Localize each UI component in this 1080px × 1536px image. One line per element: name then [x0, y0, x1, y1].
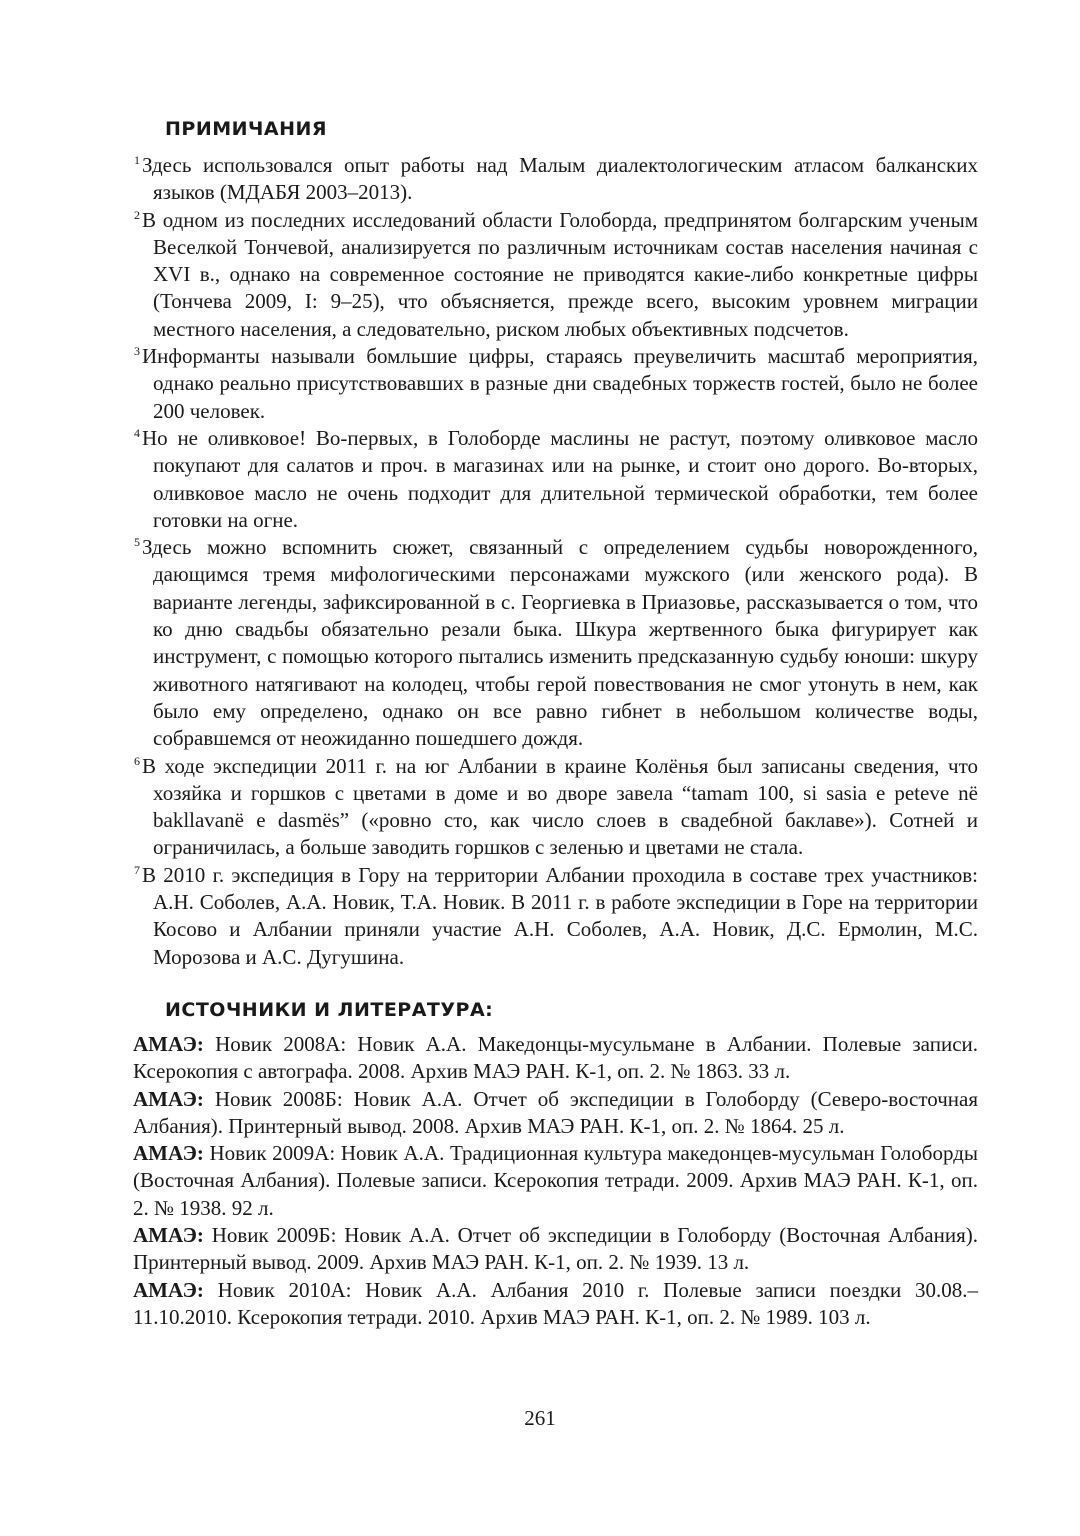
reference-text: Новик 2008А: Новик А.А. Македонцы-мусульмане в Албании. Полевые записи. Ксерокопия с автографа. 2008. Архив МАЭ РАН. К-1, оп. 2. № 1863. 33 л. — [133, 1031, 979, 1084]
page-number: 261 — [524, 1406, 556, 1430]
reference-text: Новик 2008Б: Новик А.А. Отчет об экспедиции в Голоборду (Северо-восточная Албания). Принтерный вывод. 2008. Архив МАЭ РАН. К-1, оп. 2. № 1864. 25 л. — [133, 1086, 979, 1138]
note-text: В 2010 г. экспедиция в Гору на территории Албании проходила в составе трех участников: А.Н. Соболев, А.А. Новик, Т.А. Новик. В 2011 г. в работе экспедиции в Горе на территории Косово и Албании приняли участие А.Н. Соболев, А.А. Новик, Д.С. Ермолин, М.С. Морозова и А.С. Дугушина. — [142, 862, 978, 969]
note-number: 5 — [134, 535, 140, 550]
reference-label: АМАЭ: — [133, 1031, 204, 1056]
reference-label: АМАЭ: — [133, 1086, 204, 1111]
note-item — [133, 862, 978, 971]
notes-list — [133, 152, 978, 971]
reference-text: Новик 2010А: Новик А.А. Албания 2010 г. Полевые записи поездки 30.08.–11.10.2010. Ксерокопия тетради. 2010. Архив МАЭ РАН. К-1, оп. 2. № 1989. 103 л. — [133, 1277, 979, 1329]
references-list — [133, 1031, 978, 1331]
reference-text: Новик 2009Б: Новик А.А. Отчет об экспедиции в Голоборду (Восточная Албания). Принтерный вывод. 2009. Архив МАЭ РАН. К-1, оп. 2. № 1939. 13 л. — [133, 1222, 979, 1275]
note-text: Но не оливковое! Во-первых, в Голоборде маслины не растут, поэтому оливковое масло покупают для салатов и проч. в магазинах или на рынке, и стоит оно дорого. Во-вторых, оливковое масло не очень подходит для длительной термической обработки, тем более готовки на огне. — [142, 425, 978, 532]
note-item — [133, 425, 978, 534]
note-number: 7 — [134, 862, 140, 877]
note-item — [133, 753, 978, 862]
note-number: 2 — [134, 207, 140, 222]
reference-item — [133, 1086, 978, 1141]
reference-item — [133, 1277, 978, 1332]
reference-label: АМАЭ: — [133, 1222, 204, 1247]
note-item — [133, 152, 978, 207]
reference-item — [133, 1031, 978, 1086]
note-number: 4 — [134, 425, 140, 440]
note-item — [133, 207, 978, 343]
note-item — [133, 534, 978, 752]
sources-heading: ИСТОЧНИКИ И ЛИТЕРАТУРА: — [165, 998, 494, 1021]
reference-label: АМАЭ: — [133, 1141, 204, 1166]
reference-text: Новик 2009А: Новик А.А. Традиционная культура македонцев-мусульман Голоборды (Восточная Албания). Полевые записи. Ксерокопия тетради. 2009. Архив МАЭ РАН. К-1, оп. 2. № 1938. 92 л. — [133, 1141, 978, 1220]
note-text: Здесь можно вспомнить сюжет, связанный с определением судьбы новорожденного, дающимся тремя мифологическими персонажами мужского (или женского рода). В варианте легенды, зафиксированной в с. Георгиевка в Приазовье, рассказывается о том, что ко дню свадьбы обязательно резали быка. Шкура жертвенного быка фигурирует как инструмент, с помощью которого пытались изменить предсказанную судьбу юноши: шкуру животного натягивают на колодец, чтобы герой повествования не смог утонуть в нем, как было ему определено, однако он все равно гибнет в небольшом количестве воды, собравшемся от неожиданно пошедшего дождя. — [142, 535, 978, 751]
note-number: 1 — [134, 153, 140, 167]
page-content — [133, 118, 978, 1331]
note-item — [133, 343, 978, 425]
reference-label: АМАЭ: — [133, 1277, 204, 1302]
note-text: Здесь использовался опыт работы над Малым диалектологическим атласом балканских языков (МДАБЯ 2003–2013). — [142, 153, 978, 205]
reference-item — [133, 1222, 978, 1277]
note-text: Информанты называли бомльшие цифры, стараясь преувеличить масштаб мероприятия, однако реально присутствовавших в разные дни свадебных торжеств гостей, было не более 200 человек. — [142, 344, 978, 423]
notes-heading: ПРИМИЧАНИЯ — [165, 118, 328, 140]
note-text: В ходе экспедиции 2011 г. на юг Албании в краине Колёнья был записаны сведения, что хозяйка и горшков с цветами в доме и во дворе завела “tamam 100, si sasia e peteve në bakllavanë e dasmës” («ровно сто, как число слоев в свадебной баклаве»). Сотней и ограничилась, а больше заводить горшков с зеленью и цветами не стала. — [142, 753, 978, 860]
note-number: 6 — [134, 753, 140, 768]
reference-item — [133, 1140, 978, 1222]
note-text: В одном из последних исследований области Голоборда, предпринятом болгарским ученым Веселкой Тончевой, анализируется по различным источникам состав населения начиная с XVI в., однако на современное состояние не приводятся какие-либо конкретные цифры (Тончева 2009, I: 9–25), что объясняется, прежде всего, высоким уровнем миграции местного населения, а следовательно, риском любых объективных подсчетов. — [142, 207, 978, 341]
note-number: 3 — [134, 344, 140, 359]
